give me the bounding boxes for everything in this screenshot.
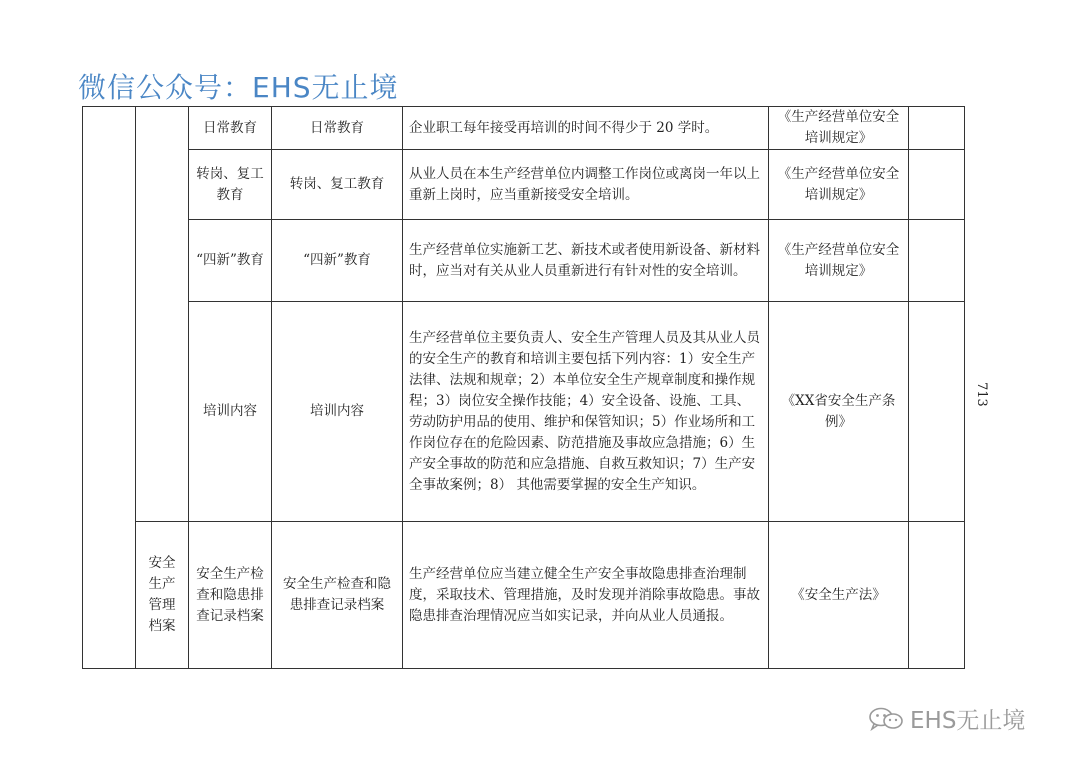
basis-cell: 《安全生产法》	[769, 522, 909, 669]
item-cell: 日常教育	[272, 107, 403, 150]
basis-cell: 《XX省安全生产条例》	[769, 302, 909, 522]
requirement-cell: 生产经营单位应当建立健全生产安全事故隐患排查治理制度，采取技术、管理措施，及时发现并消除事故隐患。事故隐患排查治理情况应当如实记录，并向从业人员通报。	[403, 522, 769, 669]
sub-category-cell: 转岗、复工教育	[189, 150, 272, 220]
empty-cell	[136, 107, 189, 522]
sub-category-cell: 日常教育	[189, 107, 272, 150]
remark-cell	[909, 522, 965, 669]
basis-cell: 《生产经营单位安全培训规定》	[769, 107, 909, 150]
item-cell: 培训内容	[272, 302, 403, 522]
sub-category-cell: 安全生产检查和隐患排查记录档案	[189, 522, 272, 669]
item-cell: 安全生产检查和隐患排查记录档案	[272, 522, 403, 669]
category-cell: 安全生产管理档案	[136, 522, 189, 669]
table-row	[83, 302, 965, 522]
remark-cell	[909, 302, 965, 522]
empty-cell	[83, 107, 136, 669]
requirement-cell: 生产经营单位实施新工艺、新技术或者使用新设备、新材料时，应当对有关从业人员重新进行有针对性的安全培训。	[403, 220, 769, 302]
watermark-text: EHS无止境	[910, 708, 1026, 734]
basis-cell: 《生产经营单位安全培训规定》	[769, 150, 909, 220]
page-number: 713	[974, 382, 989, 407]
item-cell: “四新”教育	[272, 220, 403, 302]
watermark	[868, 702, 1025, 735]
requirement-cell: 生产经营单位主要负责人、安全生产管理人员及其从业人员的安全生产的教育和培训主要包括下列内容：1）安全生产法律、法规和规章；2）本单位安全生产规章制度和操作规程；3）岗位安全操作技能；4）安全设备、设施、工具、劳动防护用品的使用、维护和保管知识；5）作业场所和工作岗位存在的危险因素、防范措施及事故应急措施；6）生产安全事故的防范和应急措施、自救互救知识；7）生产安全事故案例；8） 其他需要掌握的安全生产知识。	[403, 302, 769, 522]
item-cell: 转岗、复工教育	[272, 150, 403, 220]
remark-cell	[909, 150, 965, 220]
safety-training-table	[82, 106, 965, 669]
basis-cell: 《生产经营单位安全培训规定》	[769, 220, 909, 302]
page-header-title: 微信公众号：EHS无止境	[78, 71, 399, 104]
wechat-icon	[868, 707, 904, 731]
requirement-cell: 企业职工每年接受再培训的时间不得少于 20 学时。	[403, 107, 769, 150]
requirement-cell: 从业人员在本生产经营单位内调整工作岗位或离岗一年以上重新上岗时，应当重新接受安全培训。	[403, 150, 769, 220]
remark-cell	[909, 107, 965, 150]
remark-cell	[909, 220, 965, 302]
table-row	[83, 220, 965, 302]
table-row	[83, 522, 965, 669]
table-row	[83, 150, 965, 220]
sub-category-cell: “四新”教育	[189, 220, 272, 302]
table-row	[83, 107, 965, 150]
sub-category-cell: 培训内容	[189, 302, 272, 522]
